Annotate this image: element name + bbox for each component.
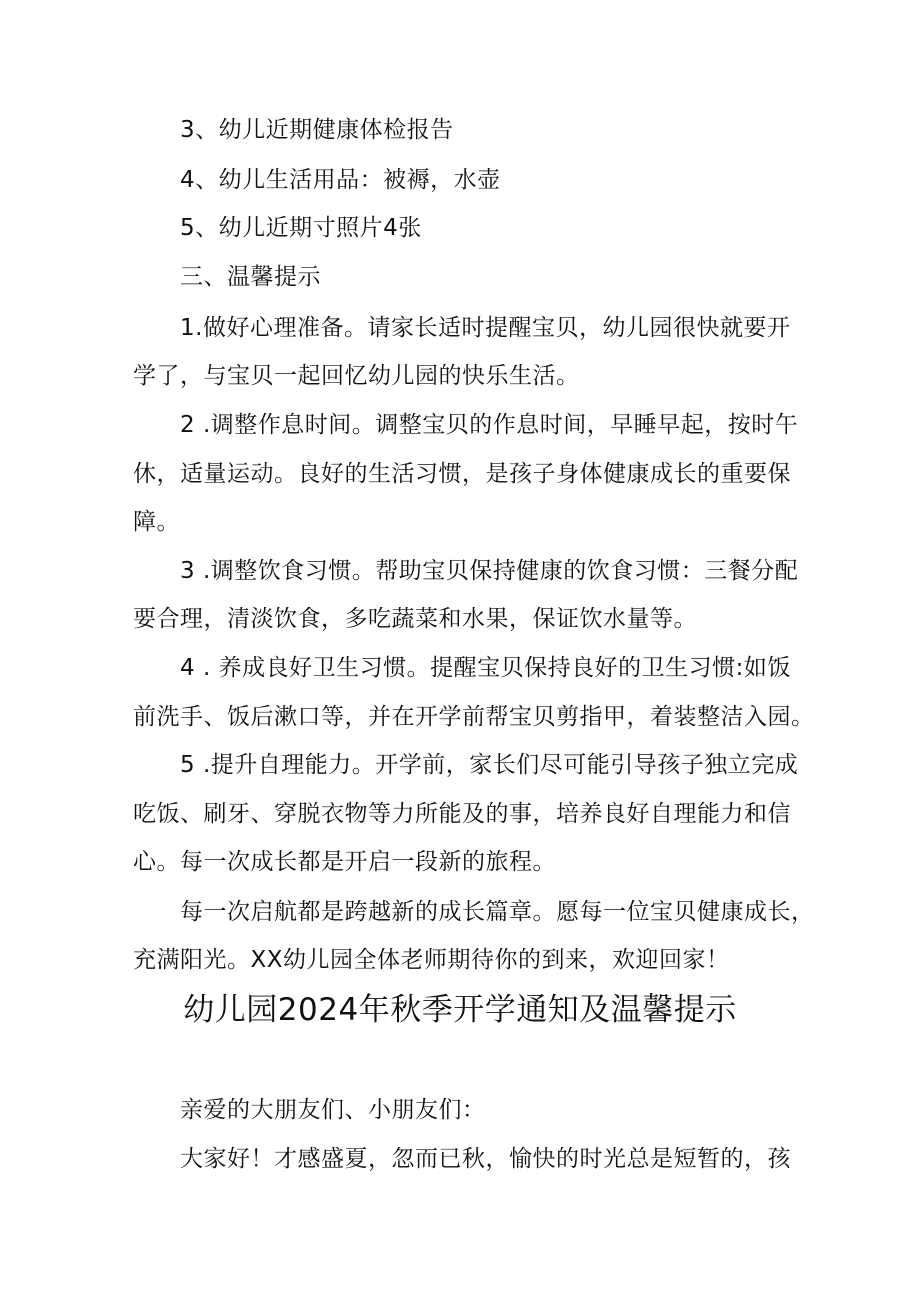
greeting: 亲爱的大朋友们、小朋友们： <box>180 1097 486 1123</box>
closing-line-2: 充满阳光。XX幼儿园全体老师期待你的到来，欢迎回家！ <box>133 947 730 973</box>
tip-5-line-2: 吃饭、刷牙、穿脱衣物等力所能及的事，培养良好自理能力和信 <box>133 801 791 827</box>
tip-5-line-3: 心。每一次成长都是开启一段新的旅程。 <box>133 849 556 875</box>
tip-3-line-1: 3 .调整饮食习惯。帮助宝贝保持健康的饮食习惯：三餐分配 <box>180 558 799 584</box>
list-item-3: 3、幼儿近期健康体检报告 <box>180 117 454 143</box>
tip-3-line-2: 要合理，清淡饮食，多吃蔬菜和水果，保证饮水量等。 <box>133 606 697 632</box>
document-title: 幼儿园2024年秋季开学通知及温馨提示 <box>183 992 737 1028</box>
tip-1-line-1: 1.做好心理准备。请家长适时提醒宝贝，幼儿园很快就要开 <box>180 315 791 341</box>
tip-2-line-2: 休，适量运动。良好的生活习惯，是孩子身体健康成长的重要保 <box>133 461 791 487</box>
tip-1-line-2: 学了，与宝贝一起回忆幼儿园的快乐生活。 <box>133 363 580 389</box>
list-item-5: 5、幼儿近期寸照片4张 <box>180 215 422 241</box>
tip-2-line-3: 障。 <box>133 509 180 535</box>
tip-4-line-1: 4 . 养成良好卫生习惯。提醒宝贝保持良好的卫生习惯:如饭 <box>180 655 791 681</box>
body-line-1: 大家好！才感盛夏，忽而已秋，愉快的时光总是短暂的，孩 <box>180 1146 791 1172</box>
tip-2-line-1: 2 .调整作息时间。调整宝贝的作息时间，早睡早起，按时午 <box>180 412 799 438</box>
tip-4-line-2: 前洗手、饭后漱口等，并在开学前帮宝贝剪指甲，着装整洁入园。 <box>133 704 815 730</box>
list-item-4: 4、幼儿生活用品：被褥，水壶 <box>180 167 501 193</box>
section-heading: 三、温馨提示 <box>180 264 321 290</box>
closing-line-1: 每一次启航都是跨越新的成长篇章。愿每一位宝贝健康成长， <box>180 899 815 925</box>
tip-5-line-1: 5 .提升自理能力。开学前，家长们尽可能引导孩子独立完成 <box>180 752 799 778</box>
